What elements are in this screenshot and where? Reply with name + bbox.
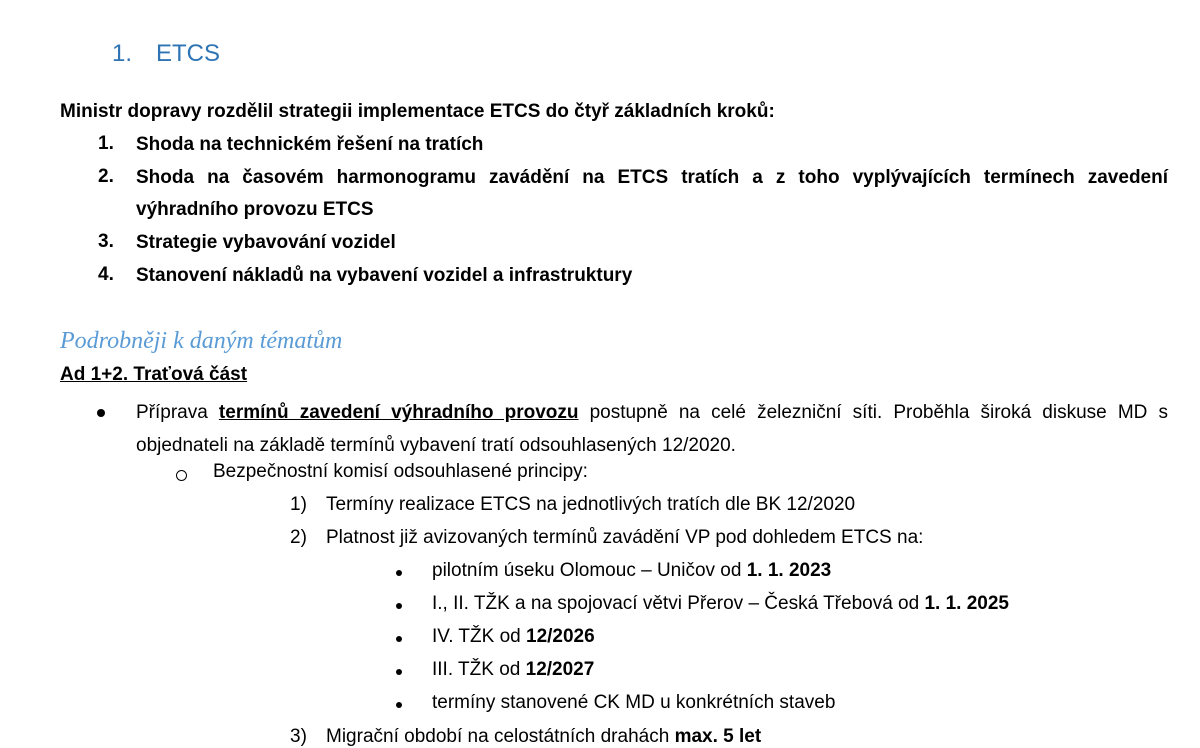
intro-paragraph: Ministr dopravy rozdělil strategii implementace ETCS do čtyř základních kroků:: [60, 101, 775, 122]
heading-title: ETCS: [156, 40, 221, 67]
bullet-paragraph: [136, 396, 1168, 462]
principle-number: 1): [290, 494, 307, 515]
principle-text: Platnost již avizovaných termínů zavádění VP pod dohledem ETCS na:: [326, 527, 924, 548]
bullet-post: postupně na celé železniční síti. Proběhla široká diskuse MD s objednateli na základě termínů vybavení tratí odsouhlasených 12/2020.: [136, 402, 1168, 456]
term-text: pilotním úseku Olomouc – Uničov od: [432, 560, 747, 581]
step-number: 2.: [98, 166, 114, 187]
term-text: III. TŽK od: [432, 659, 526, 680]
subheading: Podrobněji k daným tématům: [60, 328, 343, 354]
heading-number: 1.: [112, 40, 133, 67]
sub-bullet: Bezpečnostní komisí odsouhlasené principy:: [213, 461, 588, 482]
circle-bullet-icon: [176, 470, 187, 481]
bullet-emphasis: termínů zavedení výhradního provozu: [218, 402, 579, 423]
step-text: Strategie vybavování vozidel: [136, 232, 396, 253]
step-text: Stanovení nákladů na vybavení vozidel a infrastruktury: [136, 265, 633, 286]
bullet-icon: [97, 409, 105, 417]
term-date: 12/2026: [526, 626, 595, 647]
principle-text: Termíny realizace ETCS na jednotlivých tratích dle BK 12/2020: [326, 494, 856, 515]
bullet-icon: [396, 702, 402, 708]
principle-text: Migrační období na celostátních drahách: [326, 726, 675, 747]
bullet-icon: [396, 669, 402, 675]
heading-etcs: [112, 40, 220, 68]
term-date: 12/2027: [525, 659, 595, 680]
term-date: 1. 1. 2025: [924, 593, 1010, 614]
term-text: IV. TŽK od: [432, 626, 526, 647]
term-text: I., II. TŽK a na spojovací větvi Přerov – Česká Třebová od: [432, 593, 925, 614]
principle-number: 2): [290, 527, 307, 548]
bullet-icon: [396, 636, 402, 642]
step-text: Shoda na časovém harmonogramu zavádění na ETCS tratích a z toho vyplývajících termínech zavedení výhradního provozu ETCS: [136, 167, 1168, 220]
term-date: 1. 1. 2023: [746, 560, 832, 581]
bullet-icon: [396, 603, 402, 609]
bullet-icon: [396, 570, 402, 576]
step-text: Shoda na technickém řešení na tratích: [136, 134, 484, 155]
step-number: 3.: [98, 231, 114, 252]
principle-emphasis: max. 5 let: [674, 726, 762, 747]
step-number: 4.: [98, 264, 114, 285]
principle-number: 3): [290, 726, 307, 747]
section-heading: Ad 1+2. Traťová část: [60, 364, 248, 385]
term-text: termíny stanovené CK MD u konkrétních staveb: [432, 692, 836, 713]
bullet-pre: Příprava: [136, 402, 219, 423]
step-number: 1.: [98, 133, 114, 154]
